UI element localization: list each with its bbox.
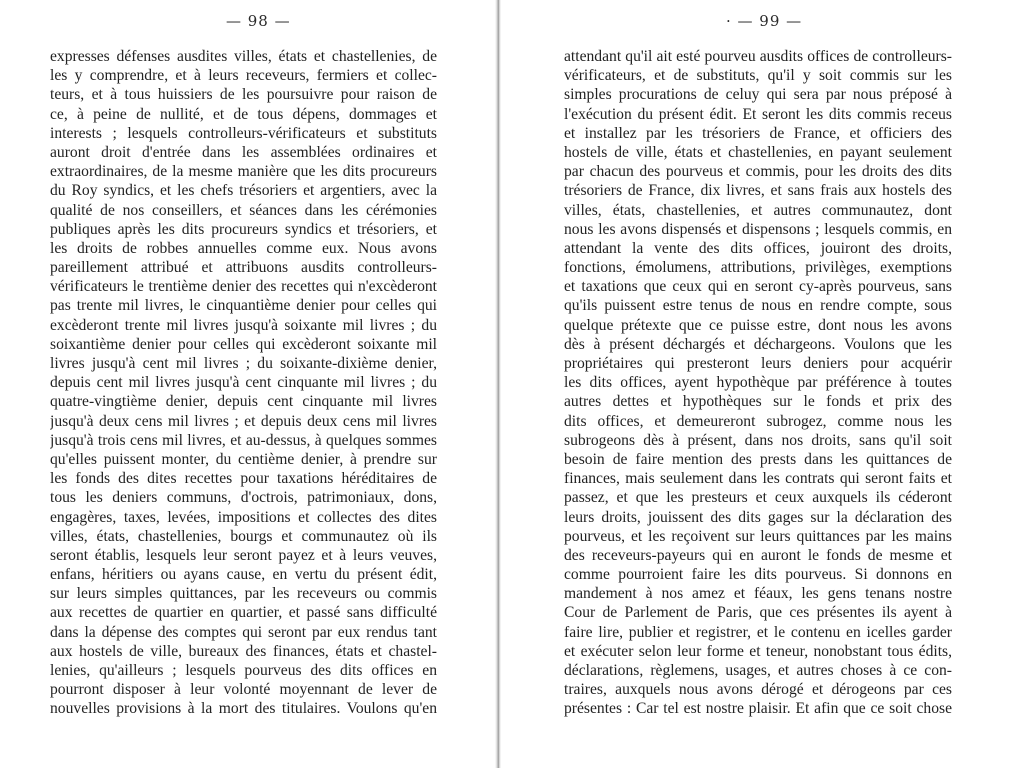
text-line: attendant la vente des dits offices, jouiront des droits,: [564, 239, 952, 257]
text-line: traires, auxquels nous avons dérogé et dérogeons par ces: [564, 681, 952, 699]
text-line: teurs, et à tous huissiers de les poursuivre pour raison de: [50, 86, 437, 104]
text-line: les y comprendre, et à leurs receveurs, fermiers et collec-: [50, 67, 437, 85]
text-line: ce, à peine de nullité, et de tous dépens, dommages et: [50, 105, 437, 123]
text-line: pourveus, et les reçoivent sur leurs quittances par les mains: [564, 527, 952, 545]
text-line: vérificateurs le trentième denier des recettes qui n'excèderont: [50, 278, 437, 296]
text-line: et exécuter selon leur forme et teneur, nonobstant tous édits,: [564, 642, 952, 660]
text-line: interests ; lesquels controlleurs-vérificateurs et substituts: [50, 124, 437, 142]
text-line: expresses défenses ausdites villes, états et chastellenies, de: [50, 48, 437, 65]
text-line: Cour de Parlement de Paris, que ces présentes ils ayent à: [564, 604, 952, 622]
text-line: sur leurs simples quittances, par les receveurs ou commis: [50, 585, 437, 603]
text-line: propriétaires qui presteront leurs deniers pour acquérir: [564, 355, 952, 372]
text-line: excèderont trente mil livres jusqu'à soixante mil livres ; du: [50, 316, 437, 334]
text-line: villes, états, chastellenies, bourgs et communautez où ils: [50, 527, 437, 545]
text-line: l'exécution du présent édit. Et seront les dits commis receus: [564, 105, 952, 123]
text-line: lenies, qu'ailleurs ; lesquels pourveus des dits offices en: [50, 662, 437, 679]
text-line: comme pourroient faire les dits pourveus. Si donnons en: [564, 566, 952, 584]
text-line: aux recettes de quartier en quartier, et passé sans difficulté: [50, 604, 437, 622]
text-line: dits offices, et demeureront subrogez, comme nous les: [564, 412, 952, 430]
text-line: subrogeons dès à présent, dans nos droits, sans qu'il soit: [564, 431, 952, 449]
text-line: dans la dépense des comptes qui seront par eux rendus tant: [50, 623, 437, 641]
text-line: qu'elles puissent monter, du centième denier, à prendre sur: [50, 450, 437, 468]
text-line: nous les avons dispensés et dispensons ; lesquels commis, en: [564, 220, 952, 238]
text-line: pas trente mil livres, le cinquantième denier pour celles qui: [50, 297, 437, 315]
text-line: quatre-vingtième denier, depuis cent cinquante mil livres: [50, 393, 437, 411]
text-line: nouvelles provisions à la mort des titulaires. Voulons qu'en: [50, 700, 437, 718]
text-line: les droits de robbes annuelles comme eux. Nous avons: [50, 239, 437, 257]
text-line: présentes : Car tel est nostre plaisir. Et afin que ce soit chose: [564, 700, 952, 718]
text-line: seront établis, lesquels leur seront payez et à leurs veuves,: [50, 546, 437, 564]
text-line: auront droit d'entrée dans les assemblées ordinaires et: [50, 143, 437, 161]
text-line: finances, mais seulement dans les contrats qui seront faits et: [564, 470, 952, 488]
text-line: attendant qu'il ait esté pourveu ausdits offices de controlleurs-: [564, 48, 952, 65]
text-line: jusqu'à deux cens mil livres ; et depuis deux cens mil livres: [50, 412, 437, 430]
text-line: fonctions, émolumens, attributions, privilèges, exemptions: [564, 259, 952, 277]
text-line: tous les deniers communs, d'octrois, patrimoniaux, dons,: [50, 489, 437, 507]
text-line: aux hostels de ville, bureaux des finances, états et chastel-: [50, 642, 437, 660]
text-line: qu'ils puissent estre tenus de nous en rendre compte, sous: [564, 297, 952, 315]
text-line: extraordinaires, de la mesme manière que les dits procureurs: [50, 163, 437, 181]
left-page-text: [50, 47, 437, 719]
text-line: livres jusqu'à cent mil livres ; du soixante-dixième denier,: [50, 355, 437, 372]
right-page: [500, 0, 1014, 768]
text-line: engagères, taxes, levées, impositions et collectes des dites: [50, 508, 437, 526]
right-page-number: · — 99 —: [726, 12, 803, 30]
text-line: hostels de ville, états et chastellenies, en payant seulement: [564, 143, 952, 161]
text-line: villes, états, chastellenies, et autres communautez, dont: [564, 201, 952, 219]
text-line: pourront disposer à leur volonté moyennant de lever de: [50, 681, 437, 699]
text-line: déclarations, règlemens, usages, et autres choses à ce con-: [564, 662, 952, 679]
text-line: autres dettes et hypothèques sur le fonds et prix des: [564, 393, 952, 411]
text-line: trésoriers de France, dix livres, et sans frais aux hostels des: [564, 182, 952, 200]
text-line: passez, et que les presteurs et ceux auxquels ils céderont: [564, 489, 952, 507]
text-line: depuis cent mil livres jusqu'à cent cinquante mil livres ; du: [50, 374, 437, 392]
text-line: des receveurs-payeurs qui en auront le fonds de mesme et: [564, 546, 952, 564]
text-line: jusqu'à trois cens mil livres, et au-dessus, à quelques sommes: [50, 431, 437, 449]
text-line: leurs droits, jouissent des dits gages sur la déclaration des: [564, 508, 952, 526]
text-line: enfans, héritiers ou ayans cause, en vertu du présent édit,: [50, 566, 437, 584]
text-line: vérificateurs, et de substituts, qu'il y soit commis sur les: [564, 67, 952, 85]
left-page-number: — 98 —: [226, 12, 291, 30]
text-line: mandement à nos amez et féaux, les gens tenans nostre: [564, 585, 952, 603]
text-line: quelque prétexte que ce puisse estre, dont nous les avons: [564, 316, 952, 334]
text-line: qualité de nos conseillers, et séances dans les cérémonies: [50, 201, 437, 219]
text-line: publiques après les dits procureurs syndics et trésoriers, et: [50, 220, 437, 238]
text-line: simples procurations de celuy qui sera par nous préposé à: [564, 86, 952, 104]
text-line: les dits offices, ayent hypothèque par préférence à toutes: [564, 374, 952, 392]
text-line: du Roy syndics, et les chefs trésoriers et argentiers, avec la: [50, 182, 437, 200]
text-line: dès à présent déchargés et déchargeons. Voulons que les: [564, 335, 952, 353]
text-line: faire lire, publier et registrer, et le contenu en icelles garder: [564, 623, 952, 641]
right-page-text: [564, 47, 952, 719]
left-page: [0, 0, 500, 768]
text-line: les fonds des dites recettes pour taxations héréditaires de: [50, 470, 437, 488]
text-line: et installez par les trésoriers de France, et officiers des: [564, 124, 952, 142]
text-line: pareillement attribué et attribuons ausdits controlleurs-: [50, 259, 437, 277]
text-line: soixantième denier pour celles qui excèderont soixante mil: [50, 335, 437, 353]
text-line: par chacun des pourveus et commis, pour les droits des dits: [564, 163, 952, 181]
text-line: besoin de faire mention des prests dans les quittances de: [564, 450, 952, 468]
text-line: et taxations que ceux qui en seront cy-après pourveus, sans: [564, 278, 952, 296]
